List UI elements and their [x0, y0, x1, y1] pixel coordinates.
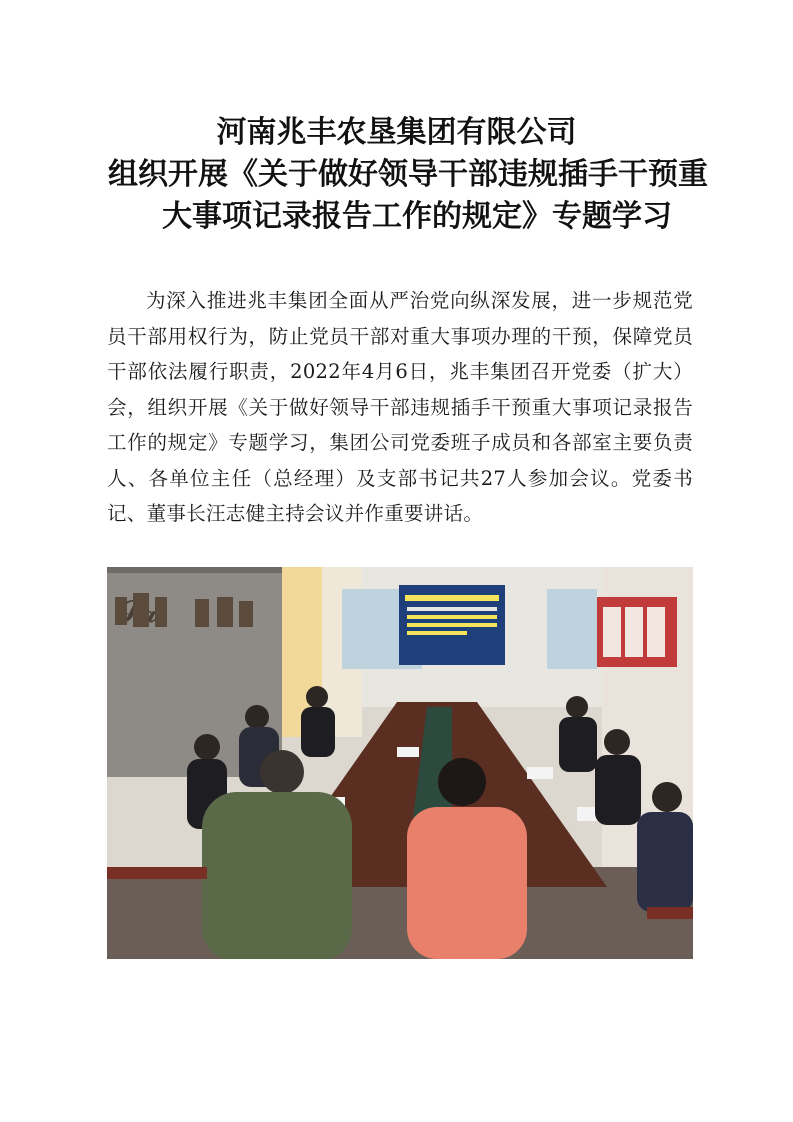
body-paragraph: 为深入推进兆丰集团全面从严治党向纵深发展，进一步规范党员干部用权行为，防止党员干部对重大事项办理的干预，保障党员干部依法履行职责，2022年4月6日，兆丰集团召开党委（扩大）会，组织开展《关于做好领导干部违规插手干预重大事项记录报告工作的规定》专题学习，集团公司党委班子成员和各部室主要负责人、各单位主任（总经理）及支部书记共27人参加会议。党委书记、董事长汪志健主持会议并作重要讲话。: [107, 289, 693, 525]
title-line-1: 河南兆丰农垦集团有限公司: [216, 115, 577, 150]
meeting-photo-illustration: [107, 567, 693, 959]
meeting-photo: [107, 567, 693, 959]
title-line-3: 大事项记录报告工作的规定》专题学习: [162, 199, 672, 234]
document-title: [90, 112, 708, 238]
title-line-2: 组织开展《关于做好领导干部违规插手干预重: [108, 157, 708, 192]
